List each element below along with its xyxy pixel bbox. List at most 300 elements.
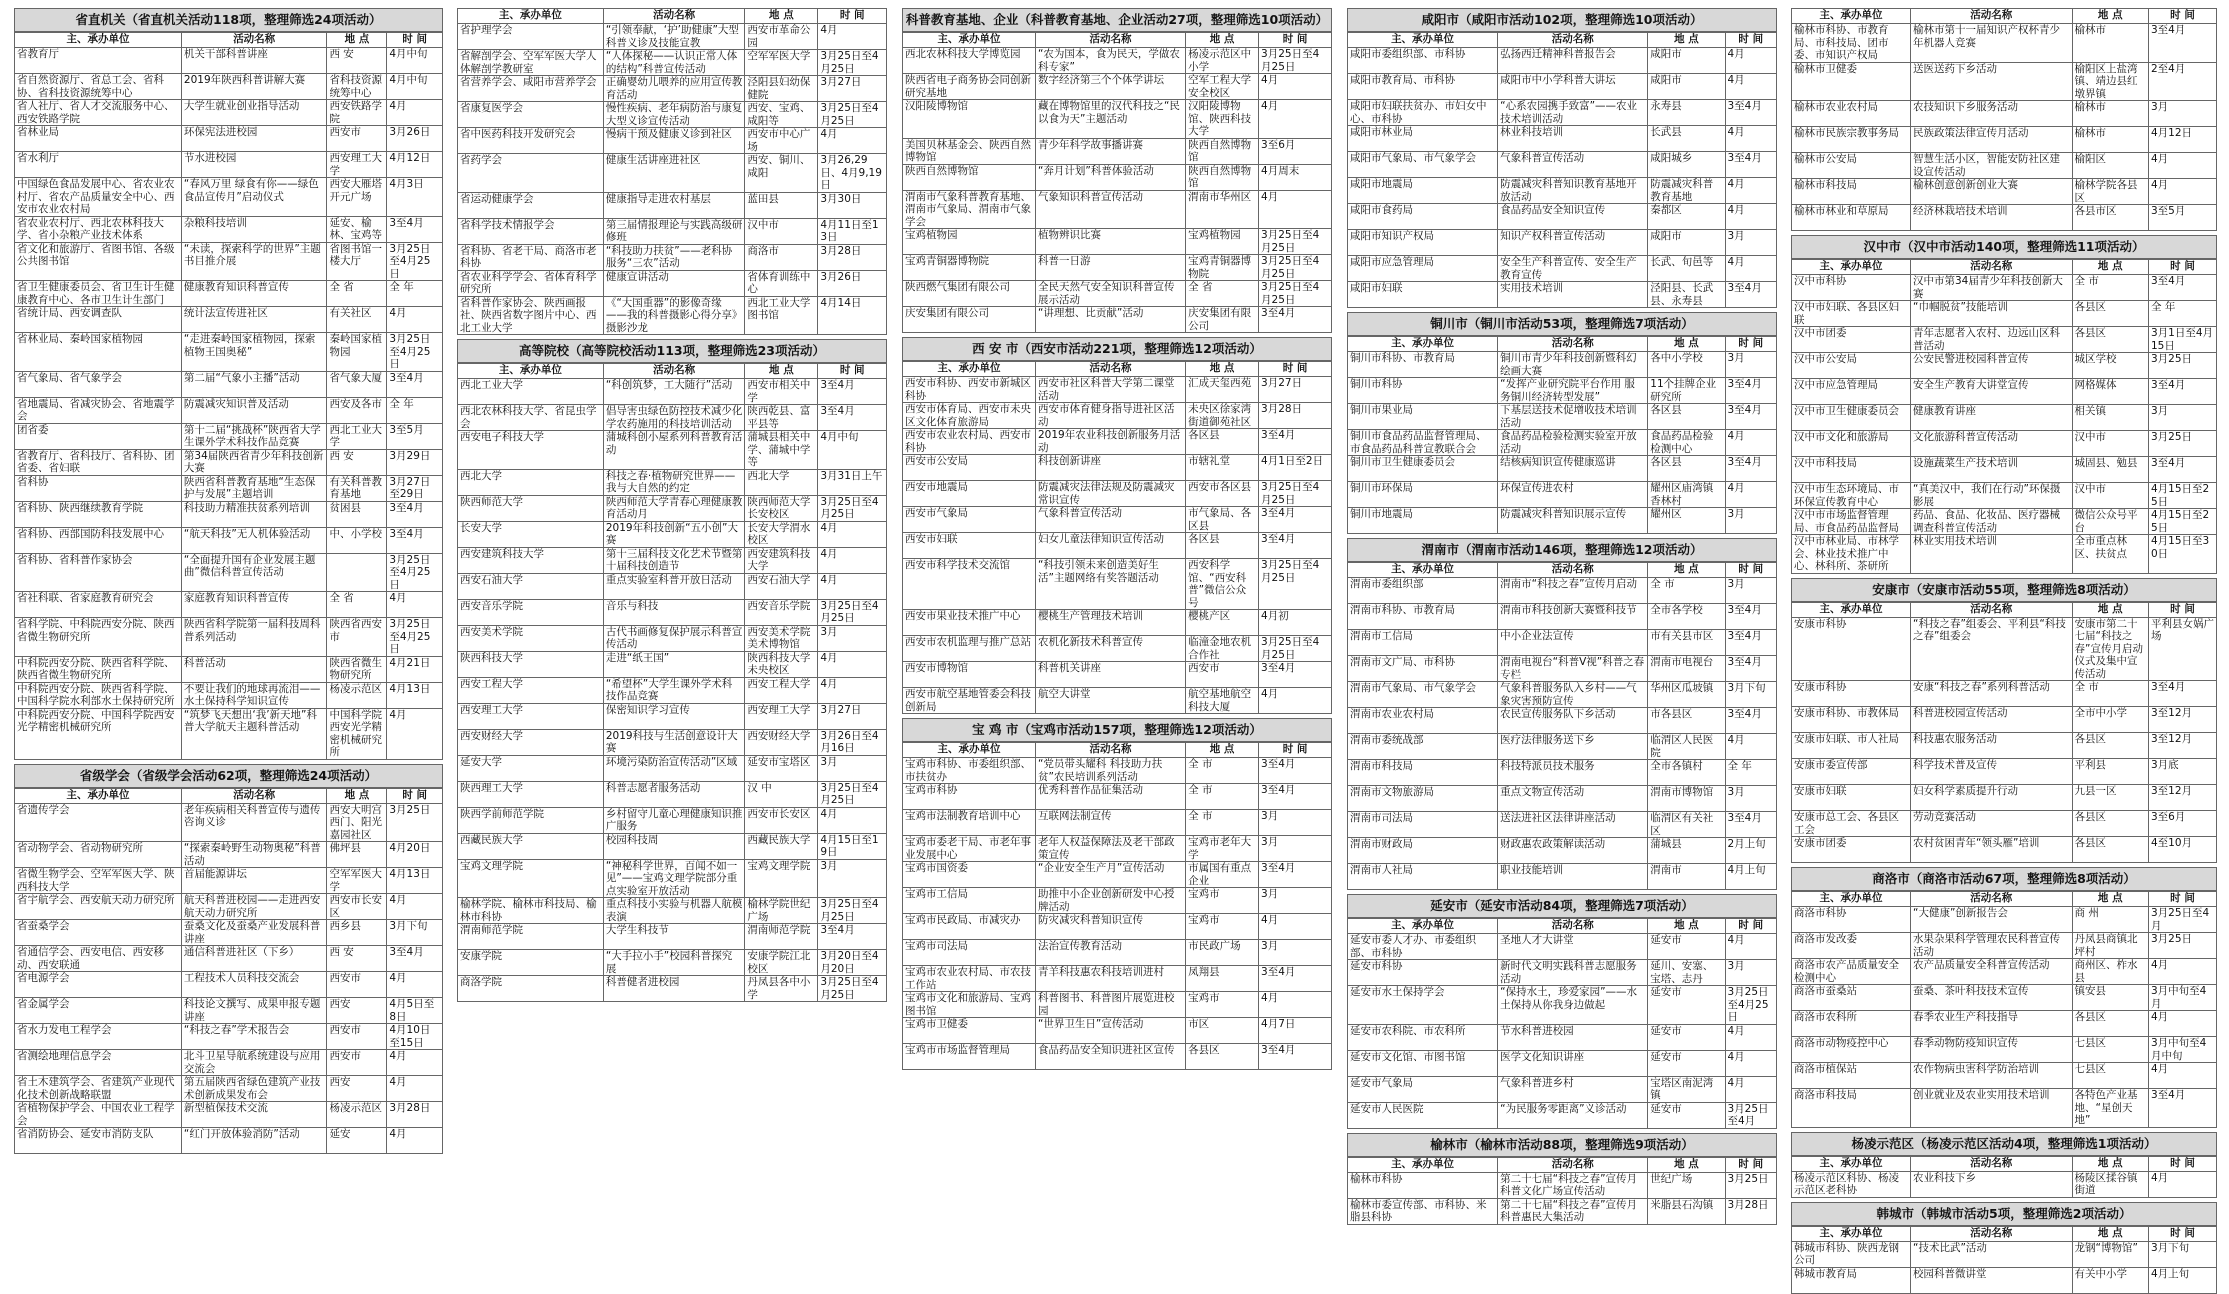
table-row bbox=[1348, 482, 1777, 508]
table-cell: 陕西师范大学长安校区 bbox=[745, 495, 818, 521]
table-cell: 西北大学 bbox=[745, 469, 818, 495]
table-cell: 安康市科协、市教体局 bbox=[1792, 707, 1911, 733]
table-cell: 知识产权科普宣传活动 bbox=[1498, 230, 1648, 256]
table-cell: 省药学会 bbox=[458, 154, 604, 193]
table-cell: 宝鸡植物园 bbox=[1186, 229, 1259, 255]
table-row bbox=[458, 495, 887, 521]
table-cell: 城固县、勉县 bbox=[2072, 457, 2149, 483]
table-row bbox=[15, 553, 443, 592]
table-row bbox=[15, 803, 443, 842]
table-cell: 空军军医大学 bbox=[327, 868, 387, 894]
table-cell: 丹凤县商镇北坪村 bbox=[2072, 933, 2149, 959]
table-cell: 永寿县 bbox=[1648, 100, 1725, 126]
region-section bbox=[1791, 578, 2217, 864]
table-row bbox=[15, 682, 443, 708]
table-cell: 西安市长安区 bbox=[745, 807, 818, 833]
table-cell: 农村贫困青年“领头雁”培训 bbox=[1911, 837, 2073, 863]
column-header: 活动名称 bbox=[1911, 892, 2073, 907]
table-cell: 3至4月 bbox=[1259, 1044, 1332, 1070]
table-cell: 全市各镇村 bbox=[1648, 760, 1725, 786]
table-header-row bbox=[458, 364, 887, 379]
table-cell: 商 州 bbox=[2072, 907, 2149, 933]
table-cell: 新型植保技术交流 bbox=[181, 1102, 327, 1128]
table-cell: 2019科技与生活创意设计大赛 bbox=[603, 729, 745, 755]
table-cell: 西安市博物馆 bbox=[903, 662, 1036, 688]
table-cell: 航空大讲堂 bbox=[1035, 688, 1185, 714]
table-row bbox=[458, 218, 887, 244]
table-cell: 临渭区人民医院 bbox=[1648, 734, 1725, 760]
table-row bbox=[458, 192, 887, 218]
table-row bbox=[15, 216, 443, 242]
table-row bbox=[1348, 352, 1777, 378]
table-cell: 3月25日 bbox=[1725, 1172, 1777, 1198]
table-row bbox=[1792, 759, 2217, 785]
table-row bbox=[1792, 101, 2217, 127]
table-row bbox=[1792, 811, 2217, 837]
table-cell: 西安市妇联 bbox=[903, 533, 1036, 559]
table-cell: 渭南市华州区 bbox=[1186, 190, 1259, 229]
table-cell: 4至10月 bbox=[2149, 837, 2217, 863]
table-cell: 宝鸡市农业农村局、市农技工作站 bbox=[903, 966, 1036, 992]
table-cell: 4月 bbox=[1259, 190, 1332, 229]
table-cell: 科普活动 bbox=[181, 656, 327, 682]
table-row bbox=[903, 281, 1332, 307]
table-row bbox=[1348, 100, 1777, 126]
table-cell: 西北工业大学 bbox=[458, 379, 604, 405]
table-cell: 市属国有重点企业 bbox=[1186, 862, 1259, 888]
table-cell: 农产品质量安全科普宣传活动 bbox=[1911, 959, 2073, 985]
table-cell: 安康学院 bbox=[458, 950, 604, 976]
table-cell: “保持水土，珍爱家园”——水土保持从你我身边做起 bbox=[1498, 986, 1648, 1025]
table-cell: 西安大明宫西门、阳光嘉园社区 bbox=[327, 803, 387, 842]
activity-table bbox=[14, 788, 443, 1155]
table-cell: 3至4月 bbox=[1725, 656, 1777, 682]
table-cell: 3至4月 bbox=[1259, 862, 1332, 888]
table-row bbox=[903, 100, 1332, 139]
table-cell: 临渭区有关社区 bbox=[1648, 812, 1725, 838]
table-cell: 4月 bbox=[1725, 1024, 1777, 1050]
table-cell: 职业技能培训 bbox=[1498, 864, 1648, 890]
table-cell: 3至4月 bbox=[387, 501, 443, 527]
table-cell: 第二届“气象小主播”活动 bbox=[181, 371, 327, 397]
table-cell: 3月底 bbox=[2149, 759, 2217, 785]
table-cell: 3月中旬至4月中旬 bbox=[2149, 1037, 2217, 1063]
column-header: 主、承办单位 bbox=[1348, 33, 1498, 48]
table-cell: 榆林市科协、市教育局、市科技局、团市委、市知识产权局 bbox=[1792, 24, 1911, 63]
table-cell: 汇成天玺西苑 bbox=[1186, 377, 1259, 403]
table-cell: 大学生科技节 bbox=[603, 924, 745, 950]
table-cell: 陕西师范大学青春心理健康教育活动月 bbox=[603, 495, 745, 521]
table-cell: 中小企业法宣传 bbox=[1498, 630, 1648, 656]
table-row bbox=[1792, 535, 2217, 574]
table-cell: 4月12日 bbox=[2149, 127, 2217, 153]
column-header: 主、承办单位 bbox=[458, 9, 604, 24]
column-header: 活动名称 bbox=[1911, 1226, 2073, 1241]
table-cell: 送法进社区法律讲座活动 bbox=[1498, 812, 1648, 838]
table-row bbox=[1792, 1171, 2217, 1197]
table-row bbox=[1348, 456, 1777, 482]
column-header: 时 间 bbox=[1259, 362, 1332, 377]
table-cell: 各县区 bbox=[2072, 301, 2149, 327]
table-row bbox=[1792, 353, 2217, 379]
table-cell: 健康教育知识科普宣传 bbox=[181, 281, 327, 307]
table-cell: 3月30日 bbox=[818, 192, 887, 218]
table-header-row bbox=[1792, 892, 2217, 907]
table-cell: 省测绘地理信息学会 bbox=[15, 1050, 182, 1076]
table-cell: 樱桃产区 bbox=[1186, 610, 1259, 636]
table-row bbox=[15, 1024, 443, 1050]
column-header: 时 间 bbox=[2149, 260, 2217, 275]
table-cell: 3至4月 bbox=[387, 946, 443, 972]
table-cell: 青羊科技惠农科技培训进村 bbox=[1035, 966, 1185, 992]
table-cell: 陕西省电子商务协会同创新研究基地 bbox=[903, 74, 1036, 100]
table-cell: 省微生物学会、空军军医大学、陕西科技大学 bbox=[15, 868, 182, 894]
table-cell: 3至4月 bbox=[1725, 152, 1777, 178]
table-cell: 第五届陕西省绿色建筑产业技术创新成果发布会 bbox=[181, 1076, 327, 1102]
table-cell: 西安美术学院美术博物馆 bbox=[745, 625, 818, 651]
table-cell: 安康市妇联、市人社局 bbox=[1792, 733, 1911, 759]
table-cell: 商洛市蚕桑站 bbox=[1792, 985, 1911, 1011]
column-header: 地 点 bbox=[2072, 1226, 2149, 1241]
table-cell: 省消防协会、延安市消防支队 bbox=[15, 1128, 182, 1154]
table-cell: 不要让我们的地球再流泪——水土保持科学知识宣传 bbox=[181, 682, 327, 708]
column-header: 地 点 bbox=[745, 364, 818, 379]
table-cell: 4月 bbox=[1259, 100, 1332, 139]
table-cell: 宝鸡市老年大学 bbox=[1186, 836, 1259, 862]
table-cell: 妇女科学素质提升行动 bbox=[1911, 785, 2073, 811]
table-cell: “真美汉中，我们在行动”环保摄影展 bbox=[1911, 483, 2073, 509]
activity-table bbox=[1791, 8, 2217, 231]
table-cell: 全 省 bbox=[1186, 281, 1259, 307]
table-cell: 省科协、西部国防科技发展中心 bbox=[15, 527, 182, 553]
table-cell: 榆阳区 bbox=[2072, 153, 2149, 179]
table-header-row bbox=[1792, 602, 2217, 617]
table-row bbox=[458, 625, 887, 651]
table-cell: 防震减灾科普教育基地 bbox=[1648, 178, 1725, 204]
table-row bbox=[1348, 760, 1777, 786]
table-cell: 4月 bbox=[1725, 204, 1777, 230]
table-cell: 4月13日 bbox=[387, 868, 443, 894]
column-header: 活动名称 bbox=[1911, 1156, 2073, 1171]
activity-table bbox=[1347, 918, 1777, 1129]
table-cell: 安康市团委 bbox=[1792, 837, 1911, 863]
table-row bbox=[1792, 301, 2217, 327]
region-section bbox=[1791, 8, 2217, 231]
table-cell: 3至6月 bbox=[1259, 138, 1332, 164]
table-row bbox=[15, 423, 443, 449]
column-header: 活动名称 bbox=[603, 364, 745, 379]
table-cell: 4月11日至13日 bbox=[818, 218, 887, 244]
table-row bbox=[903, 610, 1332, 636]
table-cell: 4月 bbox=[2149, 1063, 2217, 1089]
table-cell: 科技助力精准扶贫系列培训 bbox=[181, 501, 327, 527]
activity-table bbox=[902, 361, 1332, 714]
table-cell: 3月25日至4月25日 bbox=[818, 781, 887, 807]
table-row bbox=[15, 501, 443, 527]
table-cell: “走进秦岭国家植物园，探索植物王国奥秘” bbox=[181, 333, 327, 372]
table-row bbox=[1348, 378, 1777, 404]
table-cell: 4月 bbox=[1725, 430, 1777, 456]
table-cell: 渭南市农业农村局 bbox=[1348, 708, 1498, 734]
table-cell: 气象科普服务队入乡村——气象灾害预防宣传 bbox=[1498, 682, 1648, 708]
table-cell: 蚕桑文化及蚕桑产业发展科普讲座 bbox=[181, 920, 327, 946]
table-cell: 渭南市司法局 bbox=[1348, 812, 1498, 838]
column-header: 活动名称 bbox=[1911, 9, 2073, 24]
table-cell: 4月15日至19日 bbox=[818, 833, 887, 859]
table-row bbox=[1348, 656, 1777, 682]
table-cell: 文化旅游科普宣传活动 bbox=[1911, 431, 2073, 457]
table-cell: 西安大雁塔开元广场 bbox=[327, 178, 387, 217]
table-cell: 省体育训练中心 bbox=[745, 270, 818, 296]
table-cell: “未读，探索科学的世界”主题书目推介展 bbox=[181, 242, 327, 281]
table-cell: 丹凤县各中小学 bbox=[745, 976, 818, 1002]
table-row bbox=[15, 48, 443, 74]
table-cell: 3至12月 bbox=[2149, 733, 2217, 759]
section-title: 渭南市（渭南市活动146项，整理筛选12项活动） bbox=[1347, 538, 1777, 562]
table-cell: 安康市第二十七届“科技之春”宣传月启动仪式及集中宣传活动 bbox=[2072, 617, 2149, 681]
activity-table bbox=[1347, 1157, 1777, 1225]
table-cell: 西安市地震局 bbox=[903, 481, 1036, 507]
table-cell: 陕西师范大学 bbox=[458, 495, 604, 521]
table-cell: 西安音乐学院 bbox=[458, 599, 604, 625]
table-cell: 咸阳市教育局、市科协 bbox=[1348, 74, 1498, 100]
column-header: 时 间 bbox=[1725, 337, 1777, 352]
table-cell: 第34届陕西省青少年科技创新大赛 bbox=[181, 449, 327, 475]
table-cell: 各特色产业基地、“星创天地” bbox=[2072, 1089, 2149, 1128]
table-cell: 气象科普进乡村 bbox=[1498, 1076, 1648, 1102]
table-cell: 市辖礼堂 bbox=[1186, 455, 1259, 481]
table-cell: 科技惠农服务活动 bbox=[1911, 733, 2073, 759]
table-cell: 咸阳市林业局 bbox=[1348, 126, 1498, 152]
column-header: 活动名称 bbox=[1498, 919, 1648, 934]
table-cell: 3至4月 bbox=[2149, 275, 2217, 301]
table-cell: 3月26日 bbox=[387, 126, 443, 152]
table-cell: 3月20日至4月20日 bbox=[818, 950, 887, 976]
table-cell: 省科技资源统筹中心 bbox=[327, 74, 387, 100]
table-cell: “科技助力扶贫”——老科协服务“三农”活动 bbox=[603, 244, 745, 270]
table-cell: 渭南市财政局 bbox=[1348, 838, 1498, 864]
section-title: 咸阳市（咸阳市活动102项，整理筛选10项活动） bbox=[1347, 8, 1777, 32]
table-cell: 青少年科学故事播讲赛 bbox=[1035, 138, 1185, 164]
table-cell: 北斗卫星导航系统建设与应用交流会 bbox=[181, 1050, 327, 1076]
table-cell: 铜川市科协、市教育局 bbox=[1348, 352, 1498, 378]
table-cell: 3至4月 bbox=[1725, 708, 1777, 734]
table-row bbox=[1348, 986, 1777, 1025]
table-cell: 3月25日 bbox=[2149, 933, 2217, 959]
table-cell: 3月25日至4月25日 bbox=[818, 599, 887, 625]
table-cell: “人体探秘——认识正常人体的结构”科普宣传活动 bbox=[603, 50, 745, 76]
table-cell: 西安市中心广场 bbox=[745, 128, 818, 154]
table-cell: 各区县 bbox=[1648, 456, 1725, 482]
table-cell: 3至4月 bbox=[1725, 282, 1777, 308]
table-row bbox=[1348, 74, 1777, 100]
table-cell: 西安市航空基地管委会科技创新局 bbox=[903, 688, 1036, 714]
table-row bbox=[15, 656, 443, 682]
table-header-row bbox=[458, 9, 887, 24]
table-cell: 西安市公安局 bbox=[903, 455, 1036, 481]
table-cell: 全 省 bbox=[327, 281, 387, 307]
table-row bbox=[458, 573, 887, 599]
table-cell: 榆阳区上盐湾镇、靖边县红墩界镇 bbox=[2072, 62, 2149, 101]
column-header: 时 间 bbox=[1725, 33, 1777, 48]
table-cell: 咸阳市地震局 bbox=[1348, 178, 1498, 204]
table-cell: 渭南市气象科普教育基地、渭南市气象局、渭南市气象学会 bbox=[903, 190, 1036, 229]
table-cell: 劳动竞赛活动 bbox=[1911, 811, 2073, 837]
table-cell: 泾阳县、长武县、永寿县 bbox=[1648, 282, 1725, 308]
table-cell: 渭南市工信局 bbox=[1348, 630, 1498, 656]
page-column bbox=[457, 8, 887, 1240]
table-cell: 陕西科技大学 bbox=[458, 651, 604, 677]
table-cell: 省遗传学会 bbox=[15, 803, 182, 842]
table-cell: 3月1日至4月15日 bbox=[2149, 327, 2217, 353]
table-row bbox=[15, 527, 443, 553]
table-row bbox=[15, 1050, 443, 1076]
table-row bbox=[903, 138, 1332, 164]
table-cell: 省康复医学会 bbox=[458, 102, 604, 128]
region-section bbox=[1791, 867, 2217, 1128]
column-header: 地 点 bbox=[745, 9, 818, 24]
table-row bbox=[15, 281, 443, 307]
table-cell: 安康“科技之春”系列科普活动 bbox=[1911, 681, 2073, 707]
table-cell: 3月25日 bbox=[387, 803, 443, 842]
table-cell: 西安理工大学 bbox=[458, 703, 604, 729]
table-cell: 3至5月 bbox=[2149, 205, 2217, 231]
table-row bbox=[903, 48, 1332, 74]
table-cell: 4月中旬 bbox=[818, 431, 887, 470]
table-cell: 3至4月 bbox=[1725, 378, 1777, 404]
table-cell: 各县区 bbox=[2072, 733, 2149, 759]
table-cell: 4月 bbox=[387, 592, 443, 618]
table-cell: 4月 bbox=[387, 894, 443, 920]
table-cell: 榆林学院、榆林市科技局、榆林市科协 bbox=[458, 898, 604, 924]
table-cell: 省农业农村厅、西北农林科技大学、省小杂粮产业技术体系 bbox=[15, 216, 182, 242]
table-cell: 西安工程大学 bbox=[745, 677, 818, 703]
table-row bbox=[903, 836, 1332, 862]
table-cell: 咸阳市应急管理局 bbox=[1348, 256, 1498, 282]
table-cell: 设施蔬菜生产技术培训 bbox=[1911, 457, 2073, 483]
table-cell: 商州区、柞水县 bbox=[2072, 959, 2149, 985]
table-row bbox=[1348, 682, 1777, 708]
table-cell: 长武、旬邑等 bbox=[1648, 256, 1725, 282]
table-cell: 3至4月 bbox=[1259, 307, 1332, 333]
table-cell: “大手拉小手”校园科普探究展 bbox=[603, 950, 745, 976]
table-cell: 市气象局、各区县 bbox=[1186, 507, 1259, 533]
table-cell: 秦岭国家植物园 bbox=[327, 333, 387, 372]
table-cell: 西安市果业技术推广中心 bbox=[903, 610, 1036, 636]
table-cell: 4月 bbox=[1259, 688, 1332, 714]
table-cell: 3月25日至4月25日 bbox=[818, 102, 887, 128]
table-cell: 镇安县 bbox=[2072, 985, 2149, 1011]
column-header: 地 点 bbox=[327, 33, 387, 48]
activity-table bbox=[1791, 259, 2217, 574]
table-row bbox=[15, 894, 443, 920]
table-row bbox=[1792, 1037, 2217, 1063]
table-cell: 咸阳市妇联扶贫办、市妇女中心、市科协 bbox=[1348, 100, 1498, 126]
table-cell: 新时代文明实践科普志愿服务活动 bbox=[1498, 960, 1648, 986]
table-cell: 榆林市委宣传部、市科协、米脂县科协 bbox=[1348, 1198, 1498, 1224]
table-cell: 西安市革命公园 bbox=[745, 24, 818, 50]
table-cell: 古代书画修复保护展示科普宣传活动 bbox=[603, 625, 745, 651]
table-cell: 西 安 bbox=[327, 48, 387, 74]
table-cell: 3月25日至4月25日 bbox=[818, 976, 887, 1002]
table-cell: 4月10日至15日 bbox=[387, 1024, 443, 1050]
table-cell: 防震减灾科普知识教育基地开放活动 bbox=[1498, 178, 1648, 204]
table-cell: 安全生产教育大讲堂宣传 bbox=[1911, 379, 2073, 405]
table-cell: 延安市文化馆、市图书馆 bbox=[1348, 1050, 1498, 1076]
table-row bbox=[458, 781, 887, 807]
table-cell: 4月 bbox=[387, 972, 443, 998]
table-row bbox=[1792, 985, 2217, 1011]
table-cell: 防灾减灾科普知识宣传 bbox=[1035, 914, 1185, 940]
table-cell: 环保宪法进校园 bbox=[181, 126, 327, 152]
table-cell: 宝鸡市民政局、市减灾办 bbox=[903, 914, 1036, 940]
table-cell: 3月26日至4月16日 bbox=[818, 729, 887, 755]
table-cell: 蒲城县 bbox=[1648, 838, 1725, 864]
table-cell: 省气象大厦 bbox=[327, 371, 387, 397]
table-cell: 宝鸡市文化和旅游局、宝鸡图书馆 bbox=[903, 992, 1036, 1018]
table-cell: 经济林栽培技术培训 bbox=[1911, 205, 2073, 231]
table-cell: 铜川市果业局 bbox=[1348, 404, 1498, 430]
table-cell: 倡导害虫绿色防控技术减少化学农药施用的科技培训活动 bbox=[603, 405, 745, 431]
table-cell: 4月 bbox=[2149, 1011, 2217, 1037]
table-cell: 延安市水土保持学会 bbox=[1348, 986, 1498, 1025]
table-cell: 健康教育讲座 bbox=[1911, 405, 2073, 431]
table-cell: 渭南师范学院 bbox=[745, 924, 818, 950]
region-section bbox=[1347, 538, 1777, 890]
table-row bbox=[1348, 256, 1777, 282]
table-row bbox=[1792, 733, 2217, 759]
table-cell: 渭南市科技创新大赛暨科技节 bbox=[1498, 604, 1648, 630]
table-cell: 全 市 bbox=[1648, 578, 1725, 604]
table-cell: 西安工程大学 bbox=[458, 677, 604, 703]
table-row bbox=[903, 559, 1332, 610]
table-cell: 西安理工大学 bbox=[745, 703, 818, 729]
table-cell: “科技引领未来创造美好生活”主题网络有奖答题活动 bbox=[1035, 559, 1185, 610]
table-cell: 各区县 bbox=[1186, 429, 1259, 455]
table-cell: 4月14日 bbox=[818, 296, 887, 335]
table-row bbox=[458, 547, 887, 573]
table-cell: 渭南市气象局、市气象学会 bbox=[1348, 682, 1498, 708]
region-section bbox=[1347, 8, 1777, 308]
table-row bbox=[1348, 838, 1777, 864]
table-cell: 延川、安塞、宝塔、志丹 bbox=[1648, 960, 1725, 986]
table-cell: 空军军医大学 bbox=[745, 50, 818, 76]
table-cell: 商洛市植保站 bbox=[1792, 1063, 1911, 1089]
table-cell: 全 年 bbox=[1725, 760, 1777, 786]
table-cell: 杨凌示范区 bbox=[327, 1102, 387, 1128]
table-cell: 全 年 bbox=[387, 281, 443, 307]
table-cell: 延安市委人才办、市委组织部、市科协 bbox=[1348, 934, 1498, 960]
column-header: 时 间 bbox=[2149, 892, 2217, 907]
table-cell: 3月 bbox=[1725, 786, 1777, 812]
table-cell: 渭南市科协、市教育局 bbox=[1348, 604, 1498, 630]
table-cell: 3月25日至4月25日 bbox=[818, 495, 887, 521]
table-cell: 西安石油大学 bbox=[458, 573, 604, 599]
table-cell: 渭南市 bbox=[1648, 864, 1725, 890]
table-cell: 省运动健康学会 bbox=[458, 192, 604, 218]
table-cell: 3月 bbox=[1259, 810, 1332, 836]
table-header-row bbox=[1348, 337, 1777, 352]
table-cell: 全 省 bbox=[327, 592, 387, 618]
table-cell: 延安市 bbox=[1648, 1102, 1725, 1128]
table-cell: 3月28日 bbox=[1725, 1198, 1777, 1224]
table-row bbox=[1792, 707, 2217, 733]
table-cell: 4月 bbox=[818, 128, 887, 154]
table-cell: 咸阳市 bbox=[1648, 230, 1725, 256]
table-cell: 全市各学校 bbox=[1648, 604, 1725, 630]
column-header: 主、承办单位 bbox=[903, 362, 1036, 377]
section-title: 铜川市（铜川市活动53项，整理筛选7项活动） bbox=[1347, 312, 1777, 336]
